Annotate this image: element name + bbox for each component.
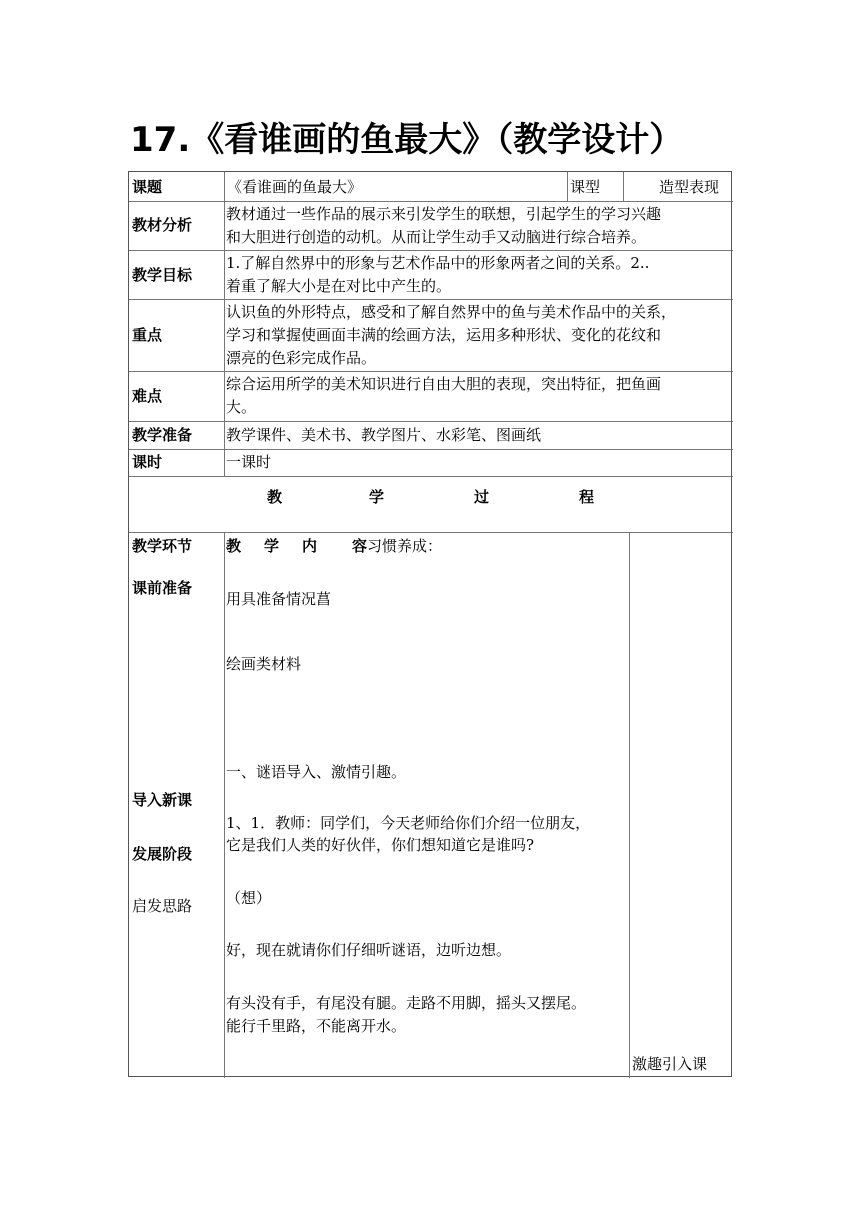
section-heading: 一、谜语导入、激情引趣。 bbox=[226, 763, 407, 781]
column-divider bbox=[623, 172, 624, 201]
hours-label: 课时 bbox=[132, 453, 163, 471]
difficulty-label: 难点 bbox=[132, 387, 163, 405]
develop-label: 发展阶段 bbox=[132, 845, 193, 863]
page-title: 17.《看谁画的鱼最大》（教学设计） bbox=[130, 120, 684, 160]
key-point-line: 漂亮的色彩完成作品。 bbox=[226, 349, 377, 367]
content-header-char: 容 bbox=[352, 537, 368, 555]
topic-label: 课题 bbox=[132, 178, 163, 196]
process-header-char: 教 bbox=[267, 488, 283, 506]
process-header-char: 程 bbox=[579, 488, 595, 506]
content-header bbox=[226, 534, 442, 558]
column-divider bbox=[567, 172, 568, 201]
goals-line: 着重了解大小是在对比中产生的。 bbox=[226, 277, 452, 295]
difficulty-line: 综合运用所学的美术知识进行自由大胆的表现，突出特征，把鱼画 bbox=[226, 375, 662, 393]
hours-value: 一课时 bbox=[226, 453, 272, 471]
pre-class-label: 课前准备 bbox=[132, 579, 193, 597]
lesson-plan-table bbox=[128, 171, 732, 1077]
analysis-label: 教材分析 bbox=[132, 216, 193, 234]
goals-label: 教学目标 bbox=[132, 266, 193, 284]
prep-label: 教学准备 bbox=[132, 426, 193, 444]
goals-line: 1.了解自然界中的形象与艺术作品中的形象两者之间的关系。2.. bbox=[226, 254, 650, 272]
materials-text: 绘画类材料 bbox=[226, 655, 302, 673]
content-header-char: 教 bbox=[226, 537, 242, 555]
key-point-line: 学习和掌握使画面丰满的绘画方法，运用多种形状、变化的花纹和 bbox=[226, 326, 662, 344]
content-header-tail: 习惯养成： bbox=[367, 537, 443, 555]
riddle-line: 有头没有手，有尾没有腿。走路不用脚，摇头又摆尾。 bbox=[226, 994, 587, 1012]
analysis-line: 和大胆进行创造的动机。从而让学生动手又动脑进行综合培养。 bbox=[226, 228, 647, 246]
row-divider bbox=[129, 421, 733, 422]
topic-value: 《看谁画的鱼最大》 bbox=[227, 178, 363, 196]
content-header-char: 学 bbox=[264, 537, 280, 555]
analysis-line: 教材通过一些作品的展示来引发学生的联想，引起学生的学习兴趣 bbox=[226, 205, 662, 223]
think-text: （想） bbox=[226, 889, 272, 907]
key-point-label: 重点 bbox=[132, 326, 163, 344]
column-divider bbox=[224, 172, 225, 476]
listen-text: 好，现在就请你们仔细听谜语，边听边想。 bbox=[226, 941, 512, 959]
key-point-line: 认识鱼的外形特点，感受和了解自然界中的鱼与美术作品中的关系， bbox=[226, 303, 677, 321]
process-header-char: 过 bbox=[474, 488, 490, 506]
row-divider bbox=[129, 532, 733, 533]
teacher-line: 1、1．教师：同学们，今天老师给你们介绍一位朋友， bbox=[226, 814, 591, 832]
column-divider bbox=[224, 532, 225, 1078]
teacher-line: 它是我们人类的好伙伴，你们想知道它是谁吗? bbox=[226, 836, 535, 854]
content-header-char: 内 bbox=[302, 537, 318, 555]
column-divider bbox=[629, 532, 630, 1078]
riddle-line: 能行千里路，不能离开水。 bbox=[226, 1017, 407, 1035]
inspire-label: 启发思路 bbox=[132, 897, 193, 915]
intro-label: 导入新课 bbox=[132, 791, 193, 809]
row-divider bbox=[129, 476, 733, 477]
lesson-type-label: 课型 bbox=[570, 178, 601, 196]
tools-text: 用具准备情况菖 bbox=[226, 590, 332, 608]
process-header bbox=[129, 478, 733, 532]
prep-value: 教学课件、美术书、教学图片、水彩笔、图画纸 bbox=[226, 426, 542, 444]
stage-label: 教学环节 bbox=[132, 537, 193, 555]
row-divider bbox=[129, 449, 733, 450]
process-header-char: 学 bbox=[369, 488, 385, 506]
difficulty-line: 大。 bbox=[226, 398, 257, 416]
right-note: 激趣引入课 bbox=[632, 1055, 708, 1073]
lesson-type-value: 造型表现 bbox=[659, 178, 720, 196]
